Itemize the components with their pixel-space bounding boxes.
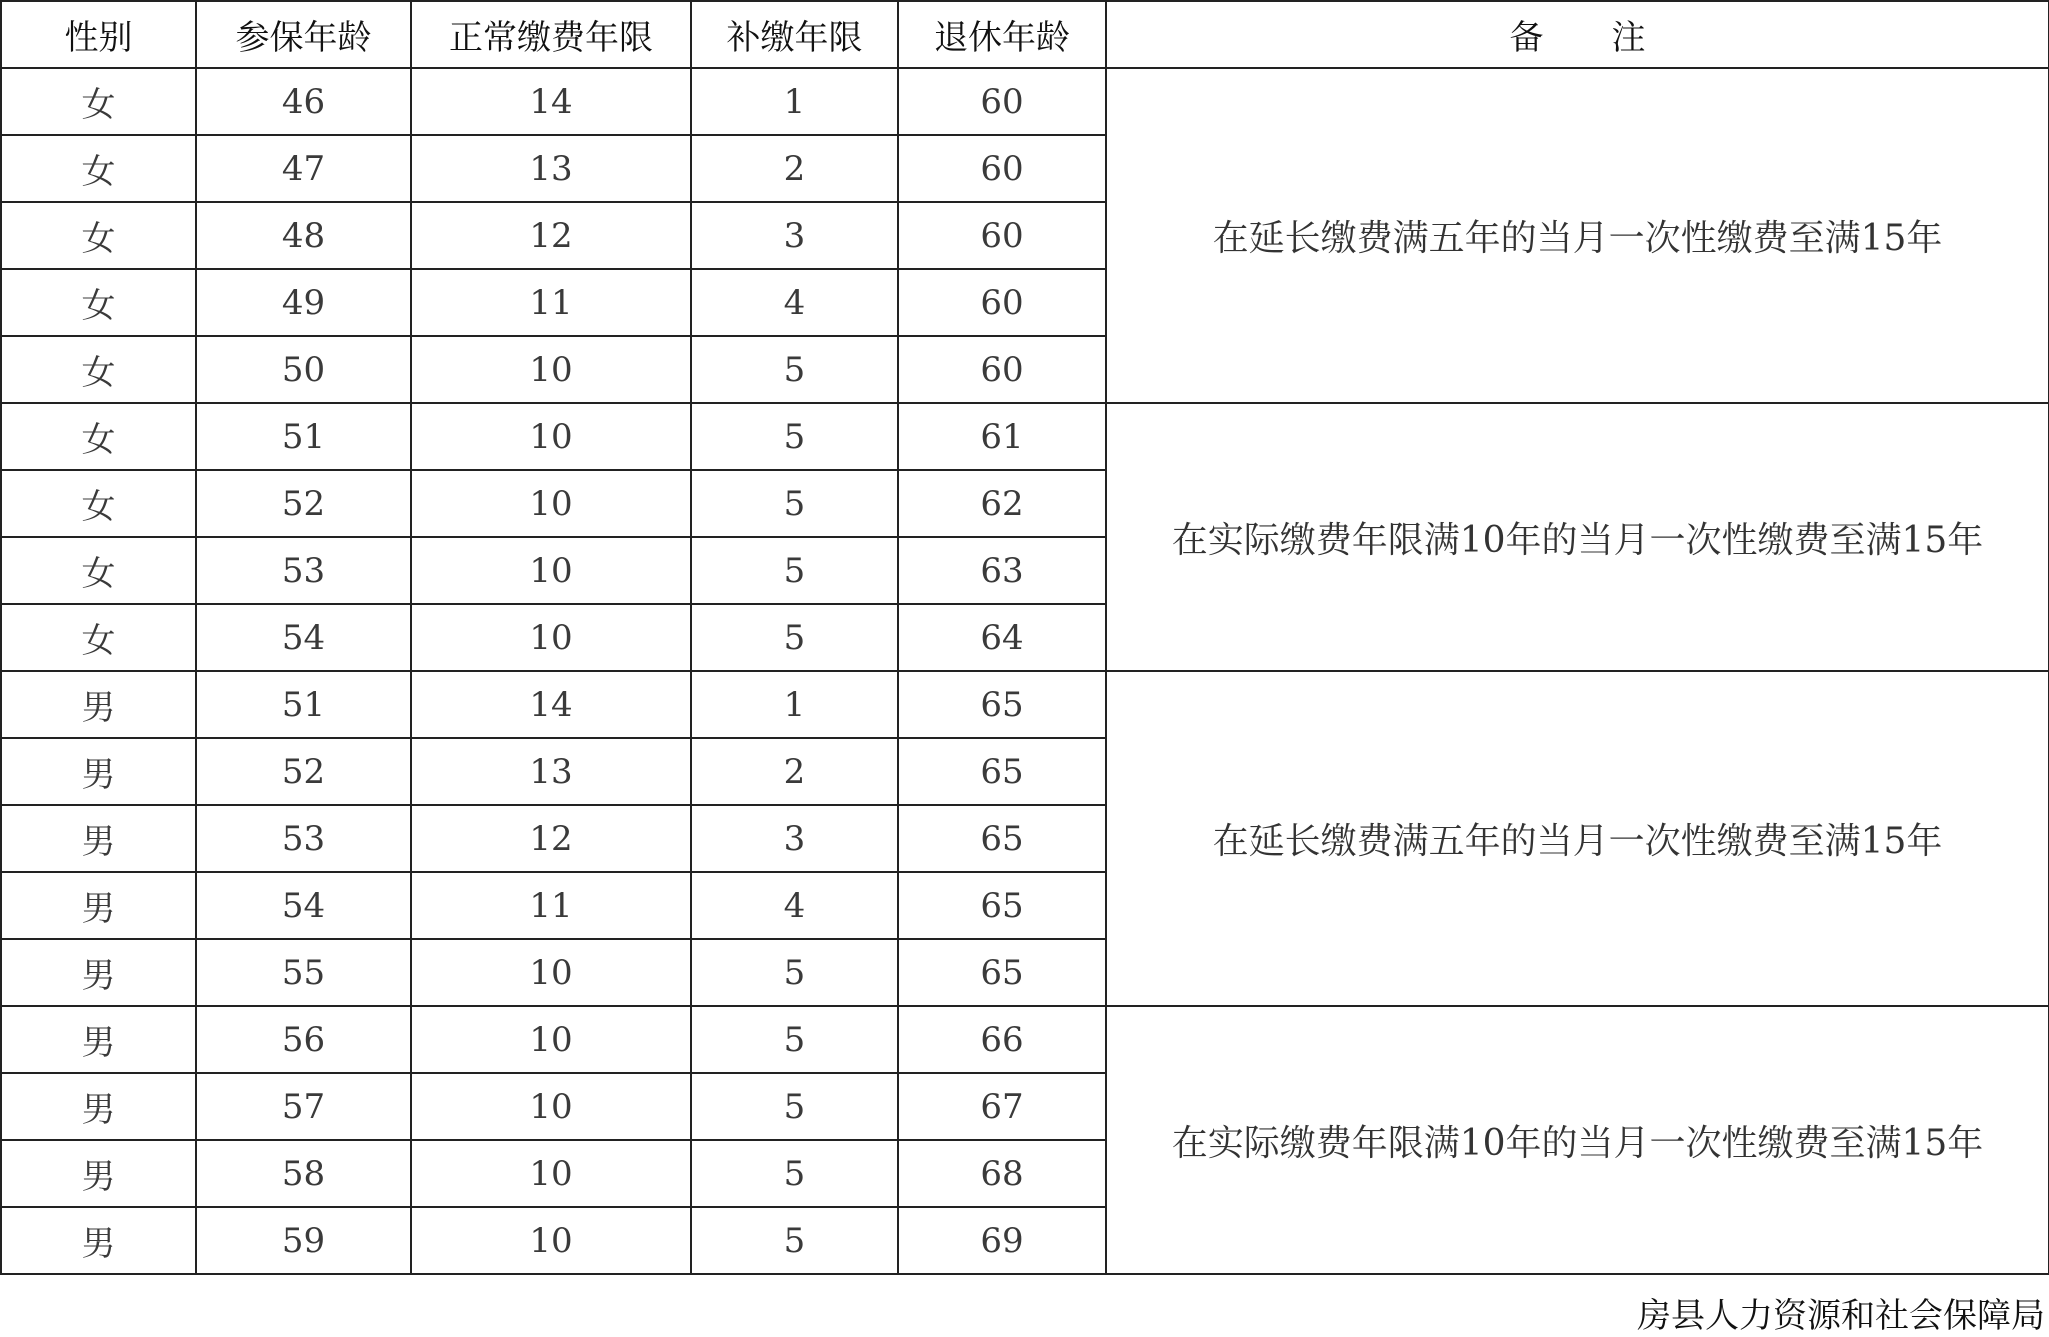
cell-normal-years: 13 [411, 738, 691, 805]
cell-supplement-years: 4 [691, 872, 898, 939]
header-supplement-years: 补缴年限 [691, 1, 898, 68]
cell-enroll-age: 48 [196, 202, 411, 269]
cell-gender: 男 [1, 872, 196, 939]
cell-gender: 男 [1, 1073, 196, 1140]
cell-retire-age: 60 [898, 202, 1106, 269]
cell-supplement-years: 4 [691, 269, 898, 336]
cell-enroll-age: 51 [196, 671, 411, 738]
cell-retire-age: 68 [898, 1140, 1106, 1207]
cell-enroll-age: 52 [196, 738, 411, 805]
cell-gender: 女 [1, 336, 196, 403]
cell-remark: 在延长缴费满五年的当月一次性缴费至满15年 [1106, 68, 2049, 403]
cell-gender: 男 [1, 805, 196, 872]
cell-gender: 女 [1, 470, 196, 537]
cell-enroll-age: 49 [196, 269, 411, 336]
cell-normal-years: 10 [411, 604, 691, 671]
cell-retire-age: 65 [898, 939, 1106, 1006]
cell-gender: 女 [1, 202, 196, 269]
header-retire-age: 退休年龄 [898, 1, 1106, 68]
cell-remark: 在延长缴费满五年的当月一次性缴费至满15年 [1106, 671, 2049, 1006]
cell-supplement-years: 3 [691, 202, 898, 269]
cell-normal-years: 11 [411, 872, 691, 939]
cell-supplement-years: 1 [691, 68, 898, 135]
table-body [1, 68, 2049, 1274]
cell-gender: 女 [1, 403, 196, 470]
cell-supplement-years: 5 [691, 470, 898, 537]
cell-supplement-years: 5 [691, 604, 898, 671]
header-enroll-age: 参保年龄 [196, 1, 411, 68]
cell-enroll-age: 53 [196, 537, 411, 604]
cell-enroll-age: 58 [196, 1140, 411, 1207]
cell-enroll-age: 56 [196, 1006, 411, 1073]
cell-supplement-years: 5 [691, 1073, 898, 1140]
cell-normal-years: 13 [411, 135, 691, 202]
cell-remark: 在实际缴费年限满10年的当月一次性缴费至满15年 [1106, 403, 2049, 671]
table-row [1, 1006, 2049, 1073]
cell-enroll-age: 50 [196, 336, 411, 403]
cell-gender: 男 [1, 1140, 196, 1207]
cell-normal-years: 10 [411, 470, 691, 537]
cell-retire-age: 64 [898, 604, 1106, 671]
cell-supplement-years: 3 [691, 805, 898, 872]
cell-normal-years: 10 [411, 336, 691, 403]
cell-retire-age: 67 [898, 1073, 1106, 1140]
cell-enroll-age: 57 [196, 1073, 411, 1140]
cell-enroll-age: 51 [196, 403, 411, 470]
cell-gender: 女 [1, 68, 196, 135]
cell-retire-age: 65 [898, 671, 1106, 738]
cell-retire-age: 61 [898, 403, 1106, 470]
cell-gender: 男 [1, 738, 196, 805]
header-gender: 性别 [1, 1, 196, 68]
cell-normal-years: 14 [411, 68, 691, 135]
cell-remark: 在实际缴费年限满10年的当月一次性缴费至满15年 [1106, 1006, 2049, 1274]
cell-supplement-years: 2 [691, 135, 898, 202]
cell-gender: 男 [1, 1006, 196, 1073]
cell-gender: 女 [1, 135, 196, 202]
cell-retire-age: 65 [898, 805, 1106, 872]
cell-supplement-years: 5 [691, 1140, 898, 1207]
header-normal-years: 正常缴费年限 [411, 1, 691, 68]
cell-retire-age: 62 [898, 470, 1106, 537]
cell-normal-years: 14 [411, 671, 691, 738]
cell-normal-years: 10 [411, 1207, 691, 1274]
cell-normal-years: 10 [411, 1073, 691, 1140]
cell-enroll-age: 59 [196, 1207, 411, 1274]
cell-gender: 男 [1, 671, 196, 738]
cell-retire-age: 65 [898, 738, 1106, 805]
header-remarks: 备 注 [1106, 1, 2049, 68]
table-header [1, 1, 2049, 68]
cell-gender: 女 [1, 269, 196, 336]
cell-normal-years: 10 [411, 403, 691, 470]
cell-enroll-age: 47 [196, 135, 411, 202]
cell-normal-years: 10 [411, 1140, 691, 1207]
cell-supplement-years: 5 [691, 537, 898, 604]
cell-retire-age: 60 [898, 269, 1106, 336]
cell-retire-age: 60 [898, 68, 1106, 135]
cell-supplement-years: 5 [691, 939, 898, 1006]
cell-supplement-years: 2 [691, 738, 898, 805]
cell-enroll-age: 55 [196, 939, 411, 1006]
cell-retire-age: 60 [898, 336, 1106, 403]
table-row [1, 671, 2049, 738]
cell-normal-years: 12 [411, 202, 691, 269]
cell-retire-age: 66 [898, 1006, 1106, 1073]
cell-normal-years: 10 [411, 939, 691, 1006]
cell-supplement-years: 5 [691, 1207, 898, 1274]
cell-enroll-age: 46 [196, 68, 411, 135]
cell-supplement-years: 5 [691, 403, 898, 470]
cell-gender: 男 [1, 1207, 196, 1274]
cell-gender: 男 [1, 939, 196, 1006]
cell-supplement-years: 5 [691, 1006, 898, 1073]
cell-enroll-age: 52 [196, 470, 411, 537]
cell-supplement-years: 5 [691, 336, 898, 403]
cell-normal-years: 11 [411, 269, 691, 336]
issuing-organization: 房县人力资源和社会保障局 [1637, 1296, 2045, 1336]
table-row [1, 68, 2049, 135]
table-row [1, 403, 2049, 470]
cell-enroll-age: 54 [196, 872, 411, 939]
cell-normal-years: 10 [411, 537, 691, 604]
cell-supplement-years: 1 [691, 671, 898, 738]
cell-retire-age: 69 [898, 1207, 1106, 1274]
cell-enroll-age: 53 [196, 805, 411, 872]
cell-gender: 女 [1, 604, 196, 671]
cell-gender: 女 [1, 537, 196, 604]
cell-normal-years: 12 [411, 805, 691, 872]
cell-normal-years: 10 [411, 1006, 691, 1073]
header-row [1, 1, 2049, 68]
cell-retire-age: 65 [898, 872, 1106, 939]
cell-enroll-age: 54 [196, 604, 411, 671]
cell-retire-age: 63 [898, 537, 1106, 604]
cell-retire-age: 60 [898, 135, 1106, 202]
